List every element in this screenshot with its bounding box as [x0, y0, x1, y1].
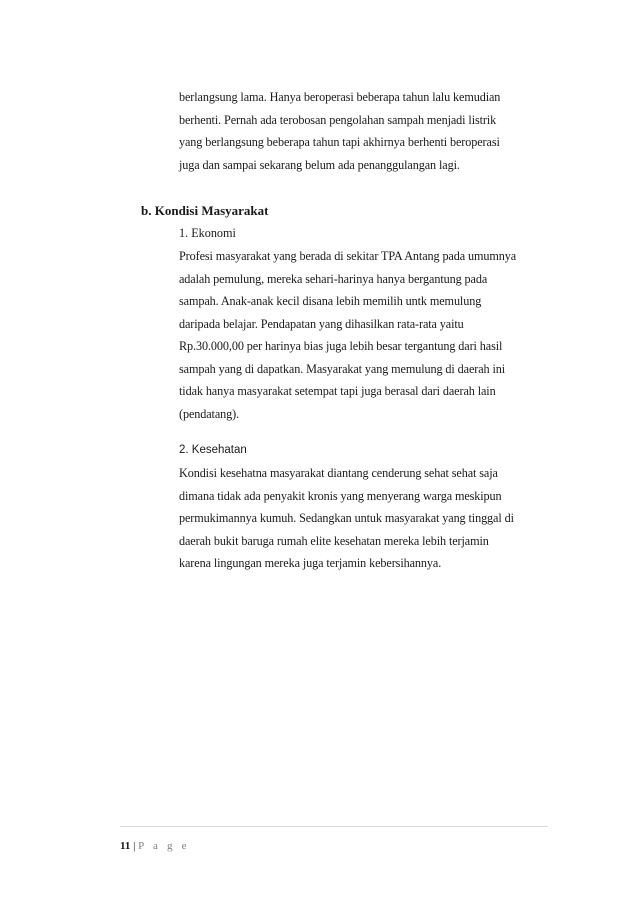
kesehatan-line: permukimannya kumuh. Sedangkan untuk masyarakat yang tinggal di [179, 511, 514, 525]
subsection-title-kesehatan: 2. Kesehatan [179, 444, 247, 456]
ekonomi-line: daripada belajar. Pendapatan yang dihasilkan rata-rata yaitu [179, 316, 464, 331]
footer-separator: | [130, 840, 139, 852]
kesehatan-line: dimana tidak ada penyakit kronis yang menyerang warga meskipun [179, 488, 502, 503]
ekonomi-line: sampah. Anak-anak kecil disana lebih memilih untk memulung [179, 294, 482, 308]
footer-divider [120, 826, 548, 827]
ekonomi-paragraph [179, 245, 559, 425]
page-footer [120, 838, 190, 854]
page-label: P a g e [138, 840, 190, 852]
page-number: 11 [120, 840, 131, 852]
intro-paragraph [179, 86, 559, 176]
ekonomi-line: adalah pemulung, mereka sehari-harinya hanya bergantung pada [179, 271, 488, 286]
subsection-title-ekonomi: 1. Ekonomi [179, 226, 236, 240]
intro-line: berhenti. Pernah ada terobosan pengolahan sampah menjadi listrik [179, 112, 497, 127]
ekonomi-line: Rp.30.000,00 per harinya bias juga lebih besar tergantung dari hasil [179, 339, 503, 353]
section-heading: b. Kondisi Masyarakat [141, 203, 269, 218]
ekonomi-line: tidak hanya masyarakat setempat tapi juga berasal dari daerah lain [179, 384, 496, 398]
ekonomi-line: sampah yang di dapatkan. Masyarakat yang memulung di daerah ini [179, 361, 506, 376]
ekonomi-line: (pendatang). [179, 406, 240, 421]
kesehatan-paragraph [179, 462, 559, 575]
kesehatan-line: Kondisi kesehatna masyarakat diantang cenderung sehat sehat saja [179, 466, 498, 480]
ekonomi-line: Profesi masyarakat yang berada di sekitar TPA Antang pada umumnya [179, 249, 517, 263]
kesehatan-line: karena lingungan mereka juga terjamin kebersihannya. [179, 556, 442, 570]
kesehatan-line: daerah bukit baruga rumah elite kesehatan mereka lebih terjamin [179, 533, 489, 548]
intro-line: yang berlangsung beberapa tahun tapi akhirnya berhenti beroperasi [179, 135, 500, 149]
intro-line: berlangsung lama. Hanya beroperasi beberapa tahun lalu kemudian [179, 90, 501, 104]
intro-line: juga dan sampai sekarang belum ada penanggulangan lagi. [179, 157, 460, 172]
